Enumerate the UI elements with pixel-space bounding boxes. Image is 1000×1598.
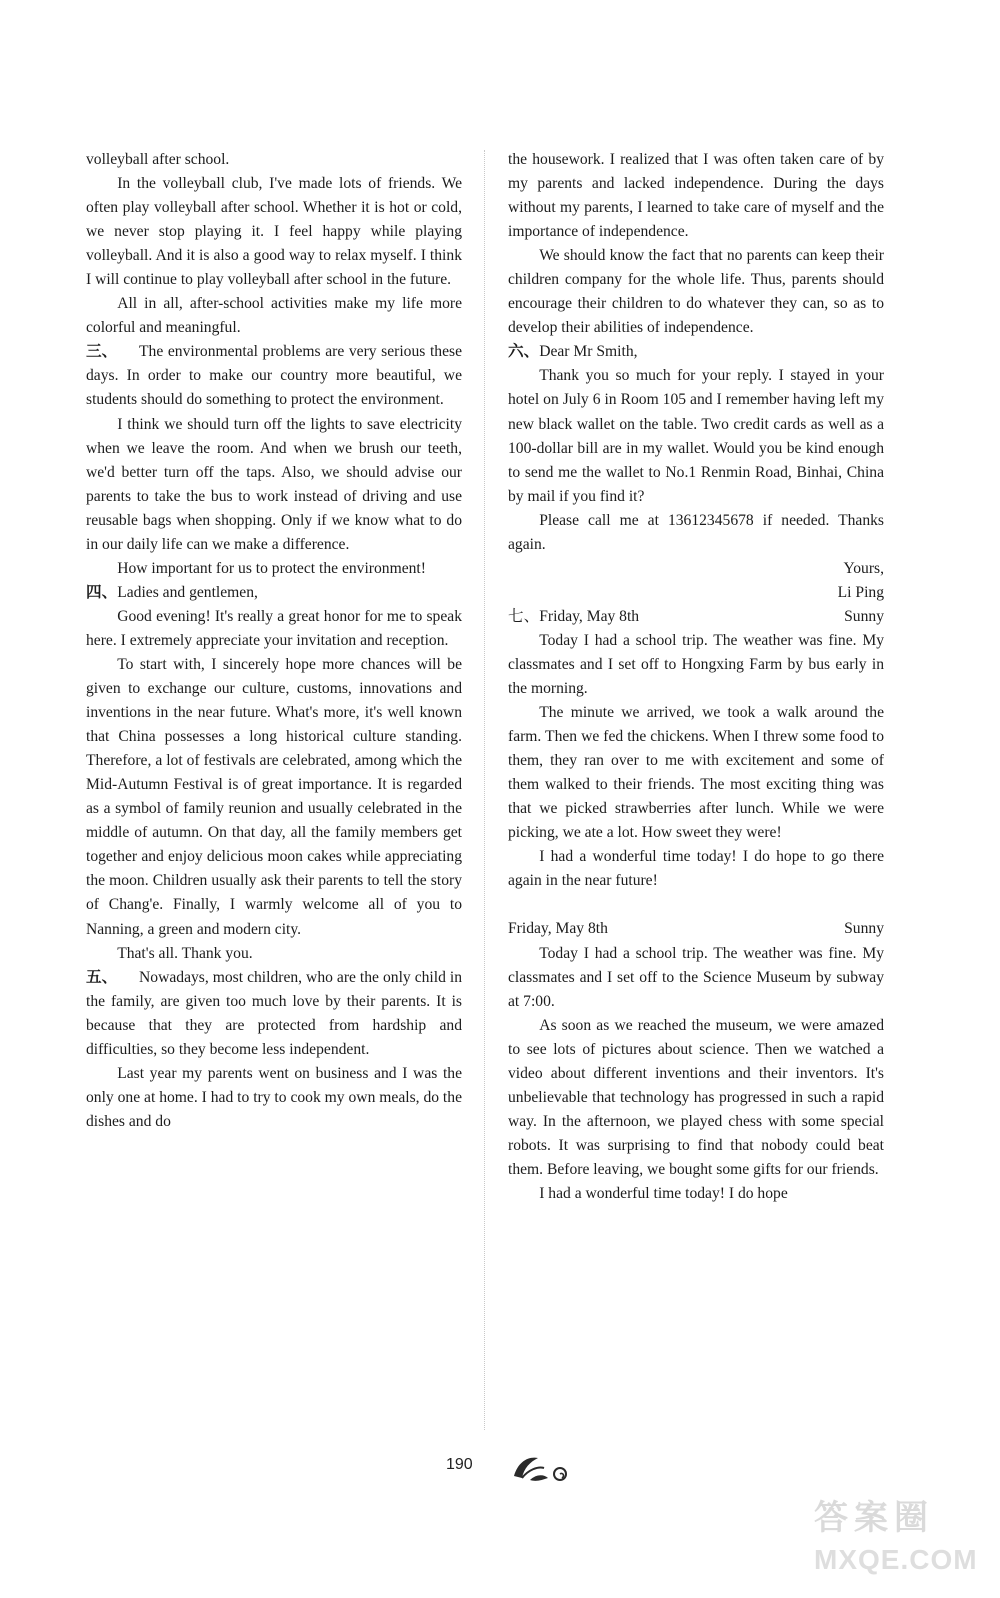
page-number: 190 xyxy=(446,1456,473,1473)
paragraph-text: Ladies and gentlemen, xyxy=(117,583,258,601)
paragraph-text: volleyball after school. xyxy=(86,151,230,168)
letter-signoff xyxy=(508,557,884,581)
paragraph xyxy=(508,364,884,508)
left-column xyxy=(86,148,462,1134)
diary-weather: Sunny xyxy=(844,607,884,625)
watermark xyxy=(814,1486,984,1586)
section-number: 七、 xyxy=(508,607,540,625)
paragraph-text: That's all. Thank you. xyxy=(117,944,253,962)
paragraph xyxy=(508,509,884,557)
section-number: 五、 xyxy=(86,968,118,986)
paragraph xyxy=(508,701,884,845)
section-number: 六、 xyxy=(508,343,540,361)
paragraph xyxy=(86,292,462,340)
section-number: 四、 xyxy=(86,583,118,601)
paragraph-text: Good evening! It's really a great honor for me to speak here. I extremely appreciate your invitation and reception. xyxy=(86,607,462,649)
letter-signoff xyxy=(508,581,884,605)
paragraph-continued xyxy=(86,148,462,172)
paragraph xyxy=(86,942,462,966)
paragraph-text: Dear Mr Smith, xyxy=(539,343,638,361)
paragraph-text: All in all, after-school activities make my life more colorful and meaningful. xyxy=(86,295,462,337)
paragraph xyxy=(508,629,884,701)
diary-weather: Sunny xyxy=(844,920,884,938)
paragraph-text: Today I had a school trip. The weather was fine. My classmates and I set off to the Science Museum by subway at 7:00. xyxy=(508,944,884,1010)
paragraph-text: Please call me at 13612345678 if needed. Thanks again. xyxy=(508,511,884,553)
watermark-site-text: MXQE.COM xyxy=(814,1544,978,1575)
paragraph-text: To start with, I sincerely hope more chances will be given to exchange our culture, customs, innovations and inventions in the near future. What's more, it's well known that China possesses a long historical culture standing. Therefore, a lot of festivals are celebrated, among which the Mid-Autumn Festival is of great importance. It is regarded as a symbol of family reunion and usually celebrated in the middle of autumn. On that day, all the family members get together and enjoy delicious moon cakes while appreciating the moon. Children usually ask their parents to tell the story of Chang'e. Finally, I warmly welcome all of you to Nanning, a green and modern city. xyxy=(86,655,462,938)
paragraph xyxy=(86,557,462,581)
section-start xyxy=(86,966,462,1062)
column-divider xyxy=(484,150,485,1430)
diary-date: Friday, May 8th xyxy=(539,607,640,625)
paragraph-text: We should know the fact that no parents can keep their children company for the whole life. Thus, parents should encourage their children to do whatever they can, so as to develop their abilities of independence. xyxy=(508,247,884,337)
paragraph xyxy=(86,605,462,653)
paragraph-text: I had a wonderful time today! I do hope to go there again in the near future! xyxy=(508,848,884,890)
paragraph-text: Yours, xyxy=(843,559,884,577)
watermark-logo-text: 答案圈 xyxy=(814,1498,934,1538)
section-start xyxy=(508,340,884,364)
diary-header xyxy=(508,917,884,941)
paragraph xyxy=(86,653,462,942)
paragraph xyxy=(508,942,884,1014)
paragraph xyxy=(86,172,462,292)
paragraph-text: In the volleyball club, I've made lots of friends. We often play volleyball after school. Whether it is hot or cold, we never stop playing it. I feel happy while playing volleyball. And it is also a good way to relax myself. I think I will continue to play volleyball after school in the future. xyxy=(86,175,462,289)
paragraph-text: As soon as we reached the museum, we were amazed to see lots of pictures about science. Then we watched a video about different inventions and their inventors. It's unbelievable that technology has progressed in such a rapid way. In the afternoon, we played chess with some special robots. It was surprising to find that nobody could beat them. Before leaving, we bought some gifts for our friends. xyxy=(508,1016,884,1178)
paragraph-continued xyxy=(508,148,884,244)
paragraph-text: Nowadays, most children, who are the only child in the family, are given too much love by their parents. It is because that they are protected from hardship and difficulties, so they become less independent. xyxy=(86,968,462,1058)
section-number: 三、 xyxy=(86,343,118,361)
right-column xyxy=(508,148,884,1206)
paragraph-text: Li Ping xyxy=(837,583,884,601)
leaf-ornament-icon xyxy=(508,1450,578,1484)
page-footer xyxy=(0,1450,1000,1490)
paragraph-text: the housework. I realized that I was often taken care of by my parents and lacked independence. During the days without my parents, I learned to take care of myself and the importance of independence. xyxy=(508,151,884,241)
paragraph-text: Today I had a school trip. The weather was fine. My classmates and I set off to Hongxing Farm by bus early in the morning. xyxy=(508,631,884,698)
paragraph xyxy=(508,845,884,893)
paragraph-text: The environmental problems are very serious these days. In order to make our country more beautiful, we students should do something to protect the environment. xyxy=(86,343,462,409)
paragraph xyxy=(508,1014,884,1182)
paragraph-text: The minute we arrived, we took a walk around the farm. Then we fed the chickens. When I threw some food to them, they ran over to me with excitement and some of them walked to their friends. The most exciting thing was that we picked strawberries after lunch. While we were picking, we ate a lot. How sweet they were! xyxy=(508,704,884,842)
paragraph-text: Thank you so much for your reply. I stayed in your hotel on July 6 in Room 105 and I remember having left my new black wallet on the table. Two credit cards as well as a 100-dollar bill are in my wallet. Would you be kind enough to send me the wallet to No.1 Renmin Road, Binhai, China by mail if you find it? xyxy=(508,367,884,505)
diary-header xyxy=(508,605,884,629)
paragraph xyxy=(86,1062,462,1134)
paragraph-text: I had a wonderful time today! I do hope xyxy=(539,1184,788,1202)
paragraph xyxy=(508,244,884,340)
paragraph-text: How important for us to protect the environment! xyxy=(117,559,426,577)
paragraph xyxy=(508,1182,884,1206)
paragraph xyxy=(86,413,462,557)
diary-date: Friday, May 8th xyxy=(508,920,608,938)
section-start xyxy=(86,340,462,412)
paragraph-text: I think we should turn off the lights to save electricity when we leave the room. And when we brush our teeth, we'd better turn off the taps. Also, we should advise our parents to take the bus to work instead of driving and use reusable bags when shopping. Only if we know what to do in our daily life can we make a difference. xyxy=(86,415,462,553)
paragraph-text: Last year my parents went on business and I was the only one at home. I had to try to cook my own meals, do the dishes and do xyxy=(86,1064,462,1130)
section-start xyxy=(86,581,462,605)
